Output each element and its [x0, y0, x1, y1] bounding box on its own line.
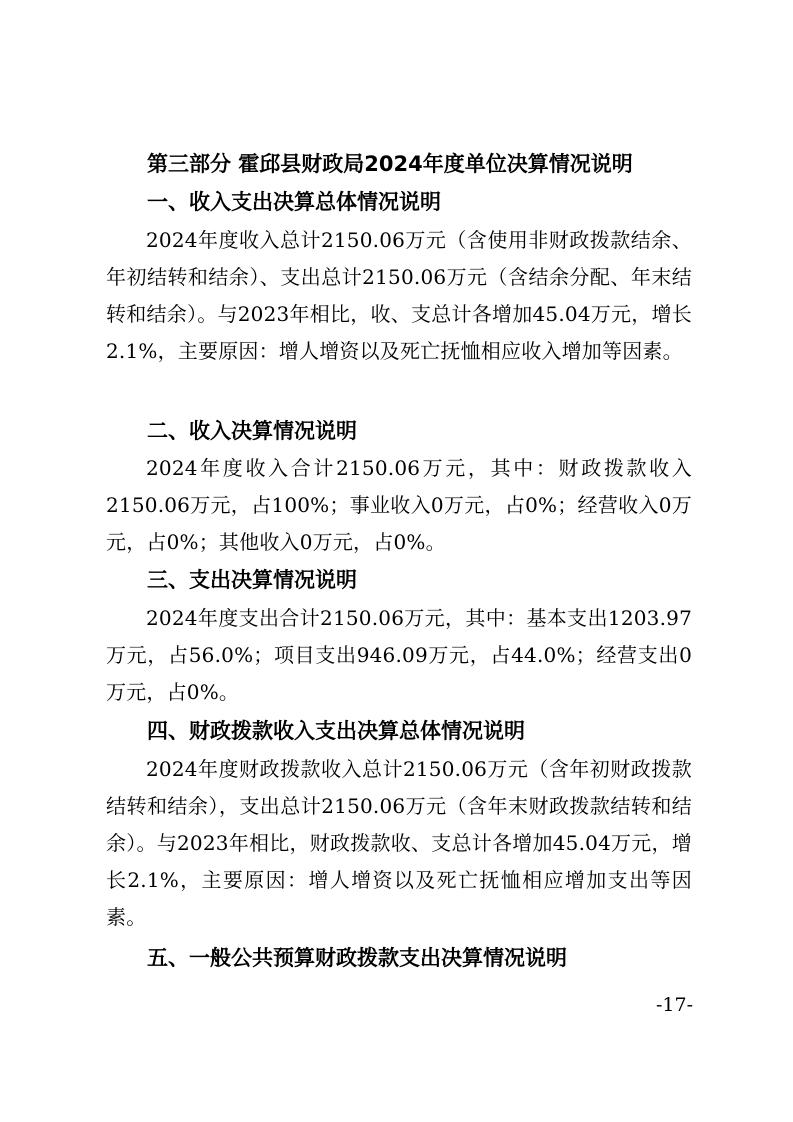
section-heading-1: 一、收入支出决算总体情况说明 — [147, 190, 441, 214]
section-heading-3: 三、支出决算情况说明 — [147, 568, 357, 592]
page-number: -17- — [655, 994, 693, 1016]
section-heading-5: 五、一般公共预算财政拨款支出决算情况说明 — [147, 946, 567, 970]
section-heading-2: 二、收入决算情况说明 — [147, 419, 357, 443]
section-paragraph-4: 2024年度财政拨款收入总计2150.06万元（含年初财政拨款结转和结余），支出总计2150.06万元（含年末财政拨款结转和结余）。与2023年相比，财政拨款收、支总计各增加45.04万元，增长2.1%，主要原因：增人增资以及死亡抚恤相应增加支出等因素。 — [106, 757, 692, 929]
section-paragraph-3: 2024年度支出合计2150.06万元，其中：基本支出1203.97万元，占56.0%；项目支出946.09万元，占44.0%；经营支出0万元，占0%。 — [106, 606, 692, 704]
section-paragraph-2: 2024年度收入合计2150.06万元，其中：财政拨款收入2150.06万元，占100%；事业收入0万元，占0%；经营收入0万元，占0%；其他收入0万元，占0%。 — [106, 456, 692, 554]
section-paragraph-1: 2024年度收入总计2150.06万元（含使用非财政拨款结余、年初结转和结余）、支出总计2150.06万元（含结余分配、年末结转和结余）。与2023年相比，收、支总计各增加45.04万元，增长2.1%，主要原因：增人增资以及死亡抚恤相应收入增加等因素。 — [106, 228, 692, 363]
page-title: 第三部分 霍邱县财政局2024年度单位决算情况说明 — [147, 152, 633, 176]
section-heading-4: 四、财政拨款收入支出决算总体情况说明 — [147, 719, 525, 743]
